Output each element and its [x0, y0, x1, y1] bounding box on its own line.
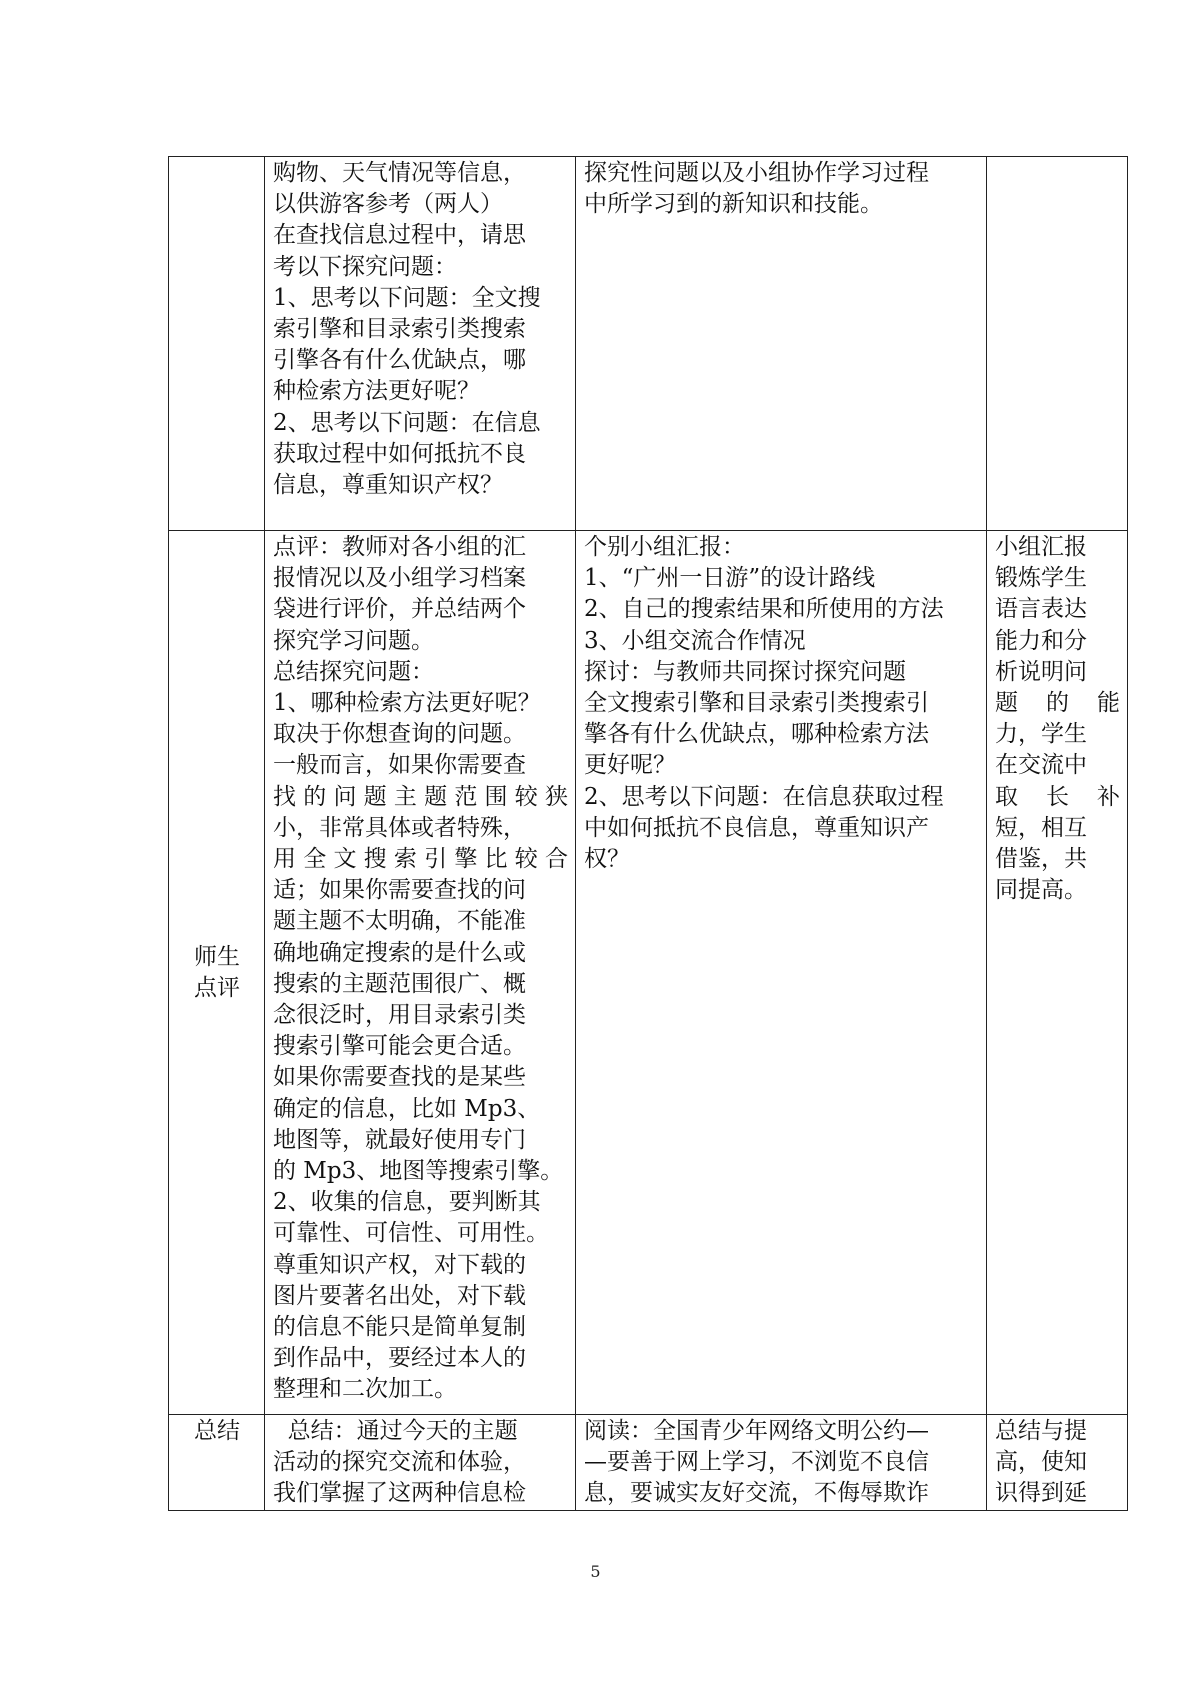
student-activity-cell — [576, 1415, 987, 1511]
student-activity-cell — [576, 157, 987, 531]
cell-line: 以供游客参考（两人） — [273, 191, 503, 218]
cell-line: 息，要诚实友好交流，不侮辱欺诈 — [584, 1480, 929, 1507]
design-intent-cell — [987, 157, 1128, 531]
cell-line: 全文搜索引擎和目录索引类搜索引 — [584, 690, 929, 717]
cell-line: 探讨：与教师共同探讨探究问题 — [584, 658, 906, 685]
cell-line: 识得到延 — [995, 1480, 1087, 1507]
cell-line: 语言表达 — [995, 596, 1087, 623]
cell-line: 在查找信息过程中，请思 — [273, 222, 526, 249]
row-label-line: 师生 — [194, 943, 240, 970]
cell-line: 擎各有什么优缺点，哪种检索方法 — [584, 721, 929, 748]
cell-line: 同提高。 — [995, 877, 1087, 904]
cell-line: 适；如果你需要查找的问 — [273, 877, 526, 904]
cell-line: 报情况以及小组学习档案 — [273, 565, 526, 592]
cell-line: 题主题不太明确，不能准 — [273, 908, 526, 935]
cell-line: 2、收集的信息，要判断其 — [273, 1189, 541, 1216]
cell-line: 探究性问题以及小组协作学习过程 — [584, 160, 929, 186]
cell-line: 在交流中 — [995, 752, 1087, 779]
cell-line: 总结与提 — [995, 1418, 1087, 1444]
cell-line: 中所学习到的新知识和技能。 — [584, 191, 883, 218]
cell-line: 地图等，就最好使用专门 — [273, 1126, 526, 1153]
cell-line: 2、思考以下问题：在信息获取过程 — [584, 783, 944, 810]
teacher-activity-cell — [265, 531, 576, 1415]
cell-line: 高，使知 — [995, 1449, 1087, 1476]
cell-line: 取长补 — [995, 783, 1120, 810]
row-label-line: 点评 — [194, 975, 240, 1001]
cell-line: 借鉴，共 — [995, 846, 1087, 873]
cell-line: 点评：教师对各小组的汇 — [273, 534, 526, 560]
cell-line: 确定的信息，比如 Mp3、 — [273, 1095, 541, 1122]
cell-line: 种检索方法更好呢？ — [273, 378, 480, 405]
cell-line: 考以下探究问题： — [273, 253, 457, 280]
row-label-line: 总结 — [194, 1418, 240, 1444]
cell-line: 探究学习问题。 — [273, 627, 434, 654]
cell-line: 取决于你想查询的问题。 — [273, 721, 526, 748]
cell-line: 购物、天气情况等信息， — [273, 160, 526, 186]
row-label-cell — [169, 531, 265, 1415]
cell-line: 的信息不能只是简单复制 — [273, 1314, 526, 1341]
cell-line: 个别小组汇报： — [584, 534, 745, 560]
lesson-plan-table — [168, 156, 1128, 1511]
cell-line: 获取过程中如何抵抗不良 — [273, 440, 526, 467]
cell-line: 锻炼学生 — [995, 565, 1087, 592]
cell-line: 总结：通过今天的主题 — [273, 1418, 518, 1444]
cell-line: 念很泛时，用目录索引类 — [273, 1002, 526, 1029]
cell-line: 如果你需要查找的是某些 — [273, 1064, 526, 1091]
cell-line: 一般而言，如果你需要查 — [273, 752, 526, 779]
page-number: 5 — [590, 1562, 601, 1581]
cell-line: 可靠性、可信性、可用性。 — [273, 1220, 549, 1247]
cell-line: 力，学生 — [995, 721, 1087, 748]
cell-line: 3、小组交流合作情况 — [584, 627, 806, 654]
cell-line: 总结探究问题： — [273, 658, 434, 685]
teacher-activity-cell — [265, 1415, 576, 1511]
cell-line: 1、“广州一日游”的设计路线 — [584, 565, 876, 592]
cell-line: 引擎各有什么优缺点，哪 — [273, 347, 526, 374]
row-label-cell — [169, 157, 265, 531]
cell-line: 1、思考以下问题：全文搜 — [273, 284, 541, 311]
row-label-cell — [169, 1415, 265, 1511]
table-row — [169, 157, 1128, 531]
cell-line: 信息，尊重知识产权？ — [273, 472, 503, 499]
cell-line: 题的能 — [995, 690, 1120, 717]
cell-line: 尊重知识产权，对下载的 — [273, 1251, 526, 1278]
cell-line: 权？ — [584, 846, 630, 873]
cell-line: 2、思考以下问题：在信息 — [273, 409, 541, 436]
cell-line: 短，相互 — [995, 814, 1087, 841]
cell-line: 用全文搜索引擎比较合 — [273, 846, 568, 873]
design-intent-cell — [987, 531, 1128, 1415]
cell-line: 我们掌握了这两种信息检 — [273, 1480, 526, 1507]
cell-line: 2、自己的搜索结果和所使用的方法 — [584, 596, 944, 623]
cell-line: 能力和分 — [995, 627, 1087, 654]
cell-line: 到作品中，要经过本人的 — [273, 1345, 526, 1372]
table-row — [169, 531, 1128, 1415]
cell-line: 袋进行评价，并总结两个 — [273, 596, 526, 623]
cell-line: 整理和二次加工。 — [273, 1376, 457, 1403]
cell-line: 索引擎和目录索引类搜索 — [273, 316, 526, 343]
cell-line: 搜索的主题范围很广、概 — [273, 970, 526, 997]
cell-line: 找的问题主题范围较狭 — [273, 783, 568, 810]
design-intent-cell — [987, 1415, 1128, 1511]
cell-line: 活动的探究交流和体验， — [273, 1449, 526, 1476]
cell-line: 阅读：全国青少年网络文明公约— — [584, 1418, 929, 1444]
student-activity-cell — [576, 531, 987, 1415]
table-row — [169, 1415, 1128, 1511]
teacher-activity-cell — [265, 157, 576, 531]
cell-line: 的 Mp3、地图等搜索引擎。 — [273, 1158, 564, 1185]
cell-line: 图片要著名出处，对下载 — [273, 1282, 526, 1309]
cell-line: —要善于网上学习，不浏览不良信 — [584, 1449, 929, 1476]
cell-line: 1、哪种检索方法更好呢？ — [273, 690, 541, 717]
cell-line: 搜索引擎可能会更合适。 — [273, 1033, 526, 1060]
cell-line: 确地确定搜索的是什么或 — [273, 939, 526, 966]
cell-line: 中如何抵抗不良信息，尊重知识产 — [584, 814, 929, 841]
cell-line: 小组汇报 — [995, 534, 1087, 560]
cell-line: 析说明问 — [995, 658, 1087, 685]
cell-line: 小，非常具体或者特殊， — [273, 814, 526, 841]
cell-line: 更好呢？ — [584, 752, 676, 779]
